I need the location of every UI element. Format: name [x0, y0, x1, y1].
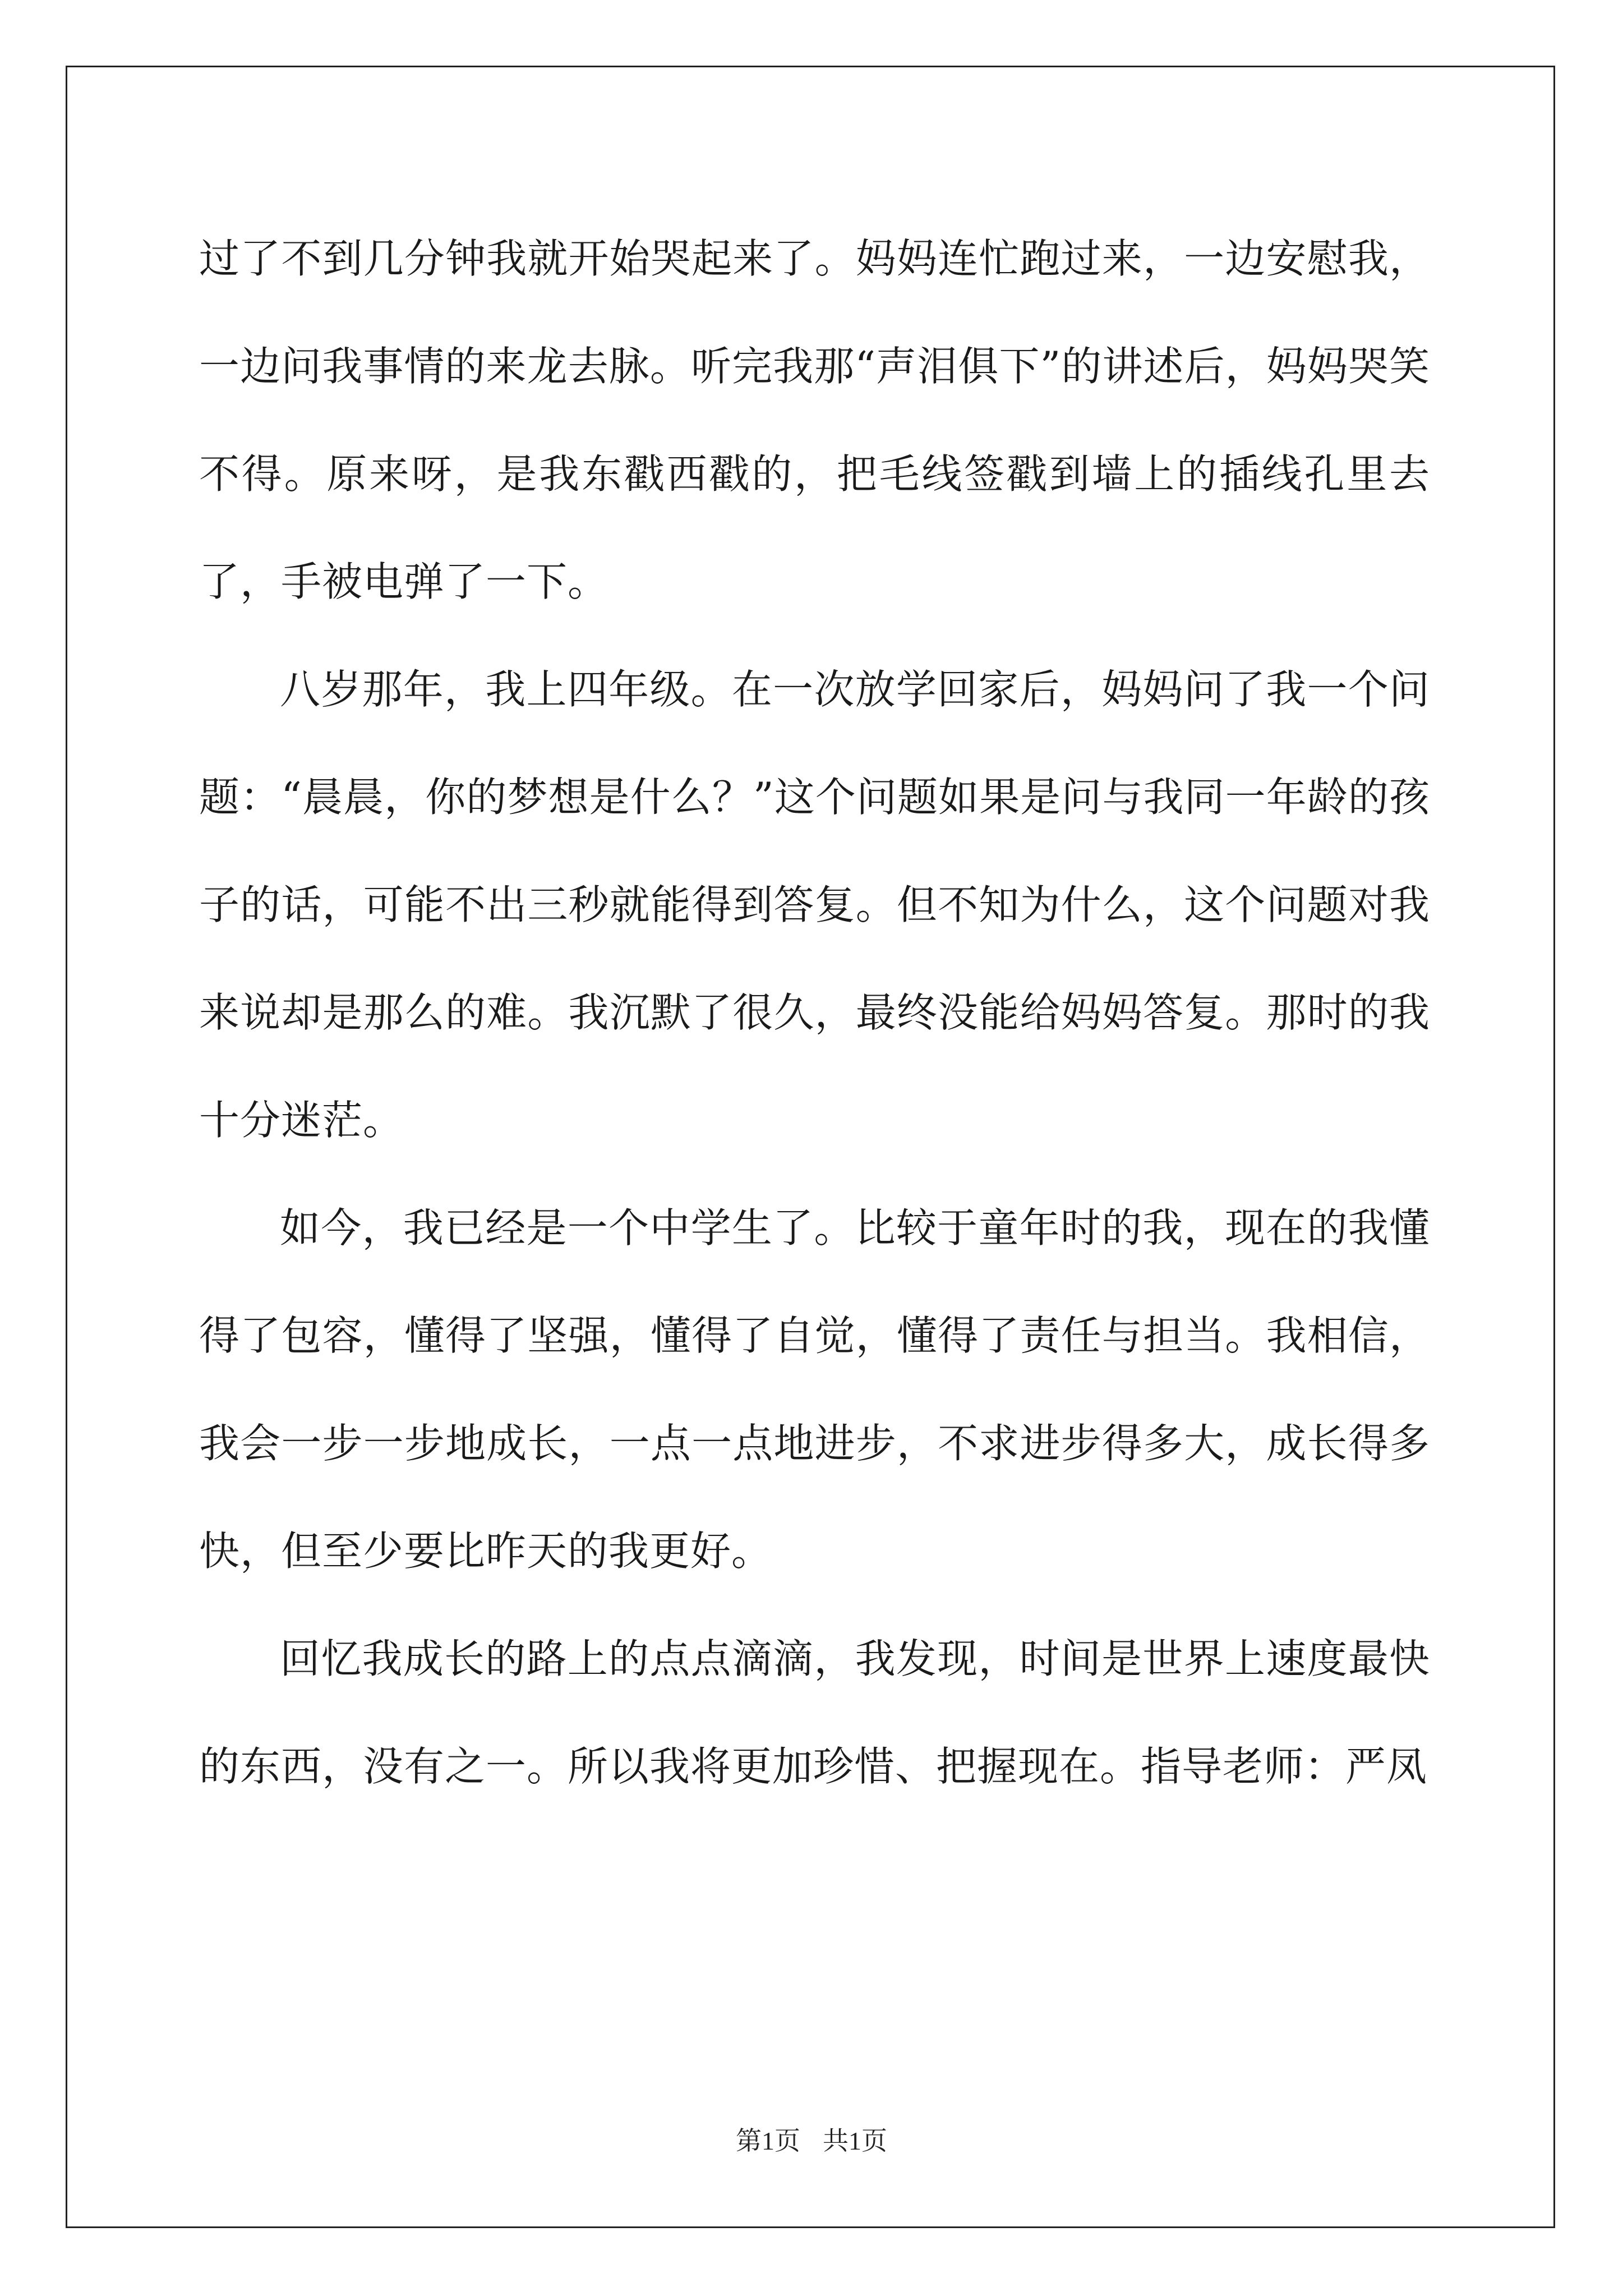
- paragraph-1: 过了不到几分钟我就开始哭起来了。妈妈连忙跑过来，一边安慰我，一边问我事情的来龙去脉。听完我那“声泪俱下”的讲述后，妈妈哭笑不得。原来呀，是我东戳西戳的，把毛线签戳到墙上的插线孔里去了，手被电弹了一下。: [199, 235, 1430, 605]
- page-total: 共1页: [823, 2127, 887, 2155]
- page-number: 第1页: [736, 2127, 800, 2155]
- page-footer: [0, 2120, 1623, 2157]
- paragraph-2: 八岁那年，我上四年级。在一次放学回家后，妈妈问了我一个问题：“晨晨，你的梦想是什么？”这个问题如果是问与我同一年龄的孩子的话，可能不出三秒就能得到答复。但不知为什么，这个问题对我来说却是那么的难。我沉默了很久，最终没能给妈妈答复。那时的我十分迷茫。: [199, 666, 1430, 1144]
- document-body: [199, 205, 1430, 1820]
- paragraph-4: 回忆我成长的路上的点点滴滴，我发现，时间是世界上速度最快的东西，没有之一。所以我将更加珍惜、把握现在。指导老师：严凤: [199, 1635, 1430, 1790]
- paragraph-3: 如今，我已经是一个中学生了。比较于童年时的我，现在的我懂得了包容，懂得了坚强，懂得了自觉，懂得了责任与担当。我相信，我会一步一步地成长，一点一点地进步，不求进步得多大，成长得多快，但至少要比昨天的我更好。: [199, 1204, 1430, 1575]
